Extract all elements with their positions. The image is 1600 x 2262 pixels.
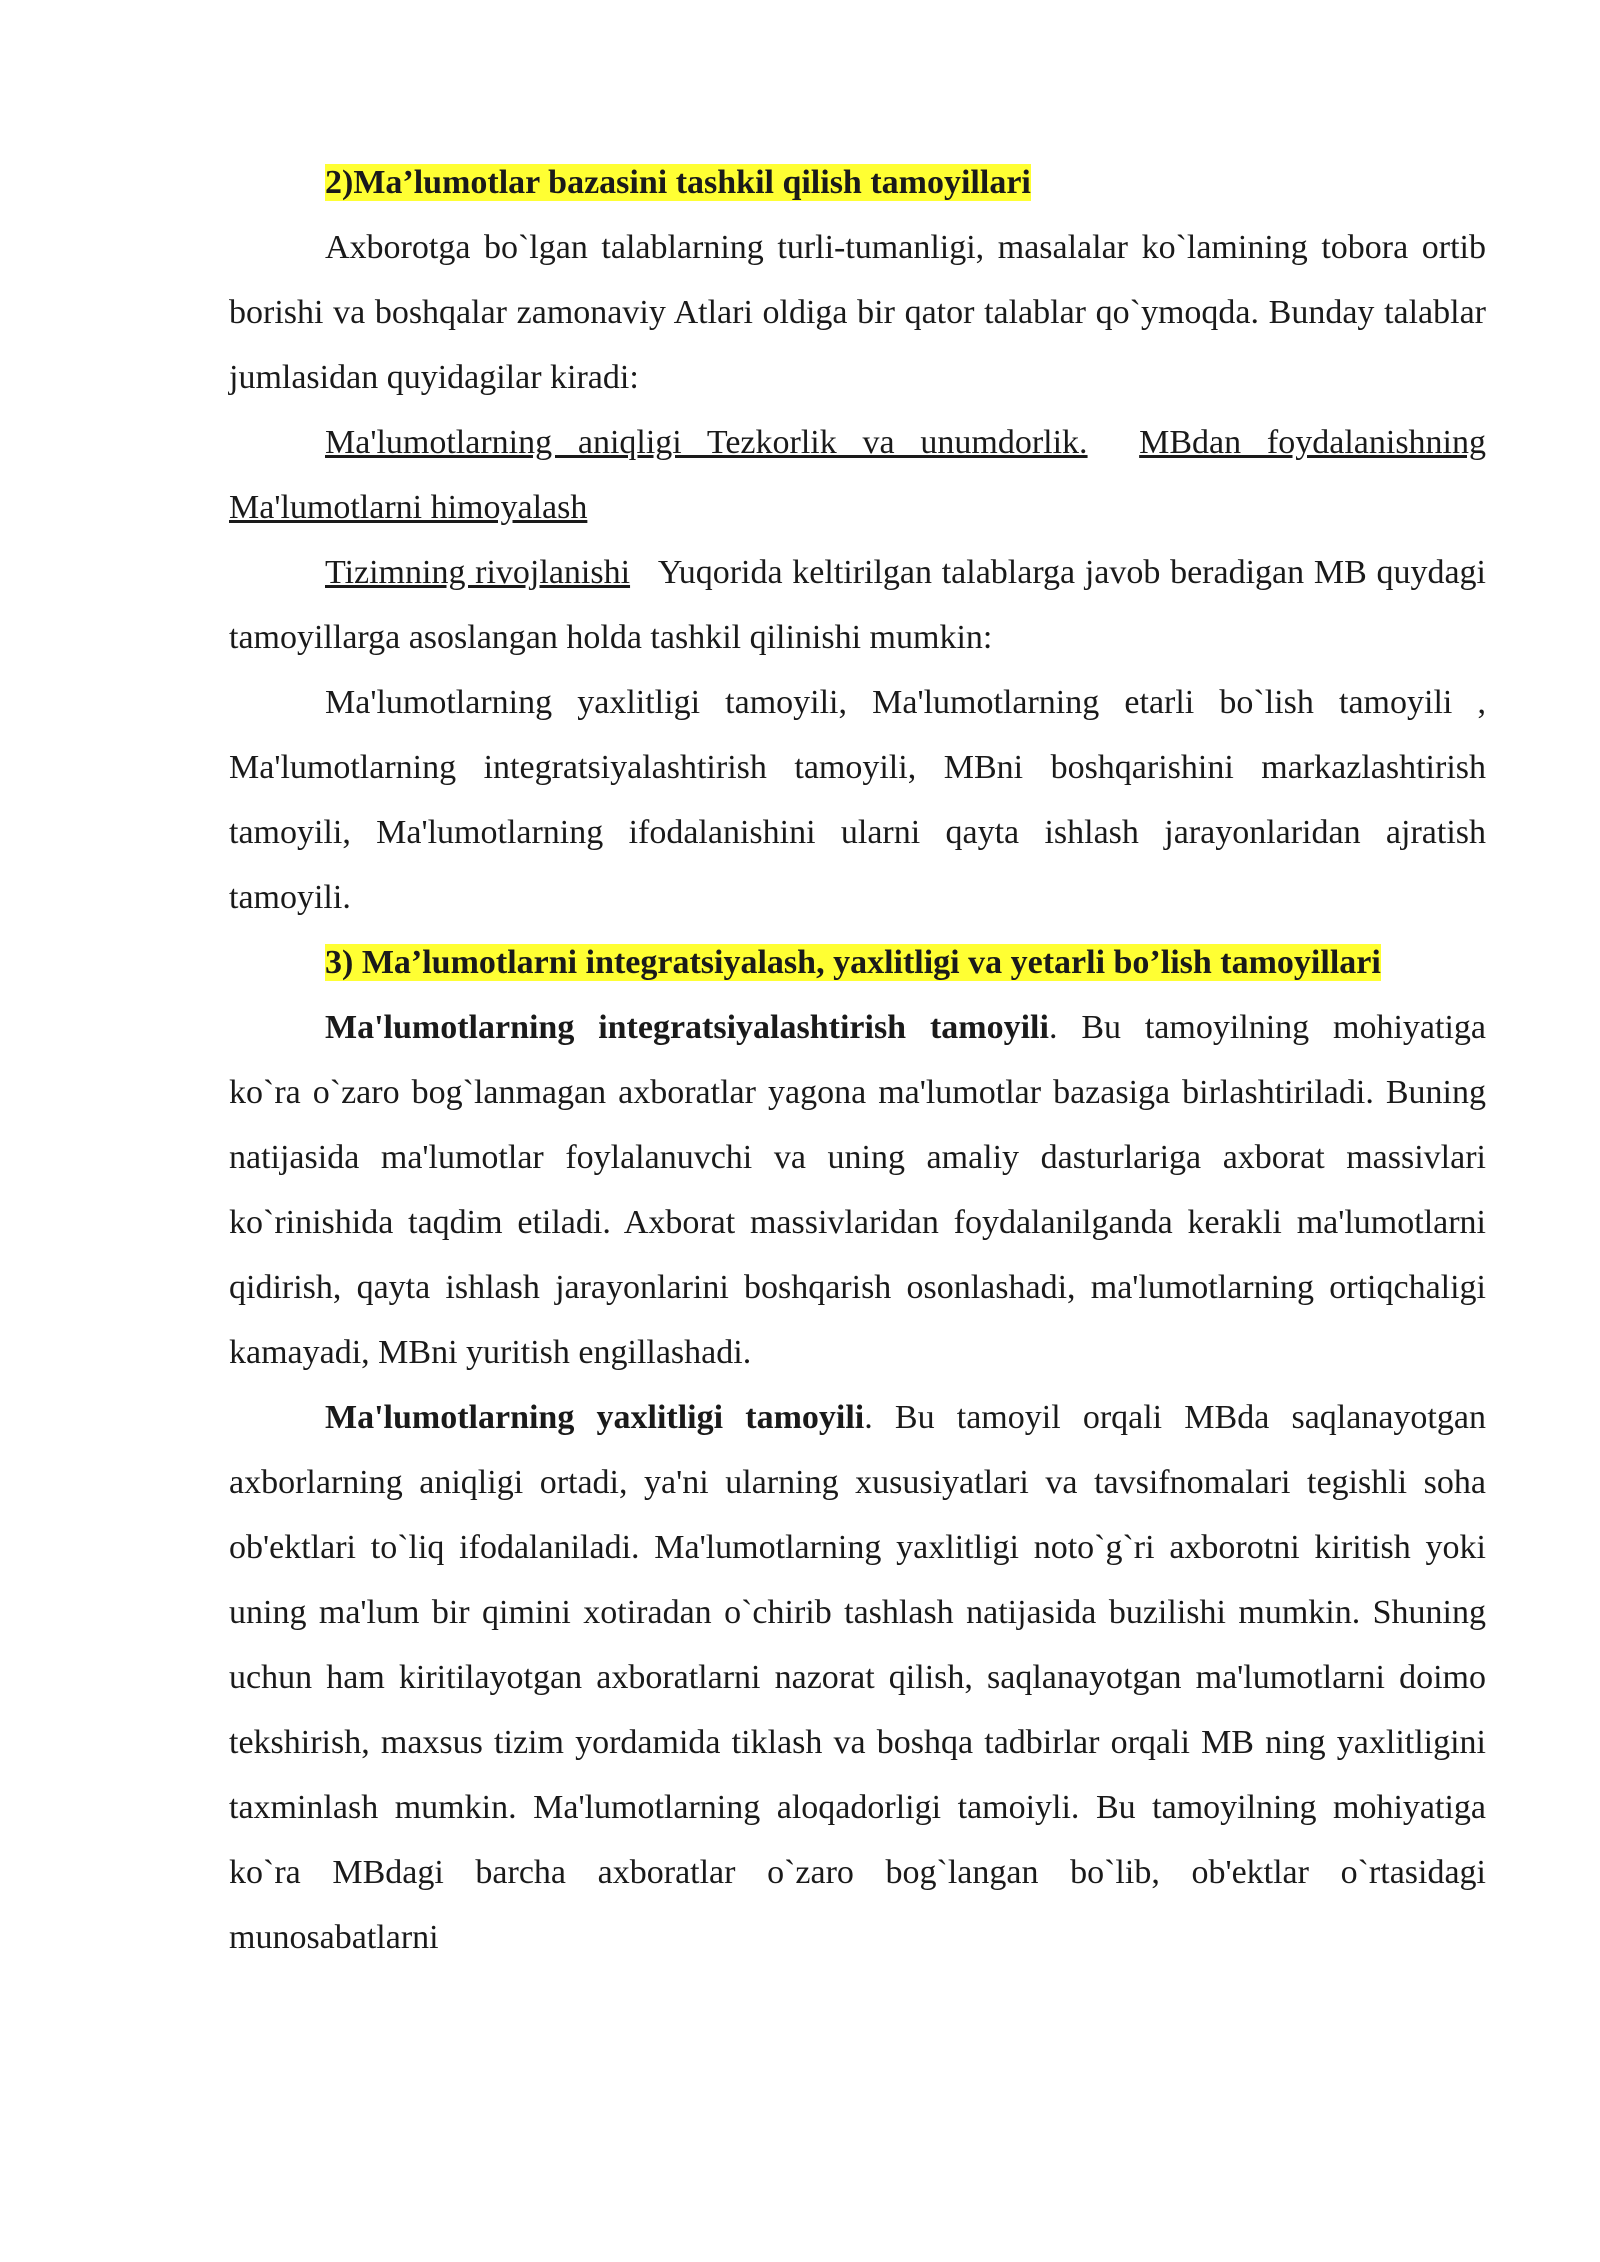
- paragraph-requirements-intro: Axborotga bo`lgan talablarning turli-tumanligi, masalalar ko`lamining tobora ortib borishi va boshqalar zamonaviy Atlari oldiga bir qator talablar qo`ymoqda. Bunday talablar jumlasidan quyidagilar kiradi:: [229, 229, 1486, 396]
- requirement-accuracy: Ma'lumotlarning aniqligi Tezkorlik va unumdorlik.: [325, 424, 1088, 461]
- paragraph-integrity: [229, 1385, 1486, 1970]
- document-page: [229, 150, 1486, 1970]
- paragraph-requirements-list: [229, 410, 1486, 540]
- paragraph-principles-list: Ma'lumotlarning yaxlitligi tamoyili, Ma'lumotlarning etarli bo`lish tamoyili , Ma'lumotlarning integratsiyalashtirish tamoyili, MBni boshqarishini markazlashtirish tamoyili, Ma'lumotlarning ifodalanishini ularni qayta ishlash jarayonlaridan ajratish tamoyili.: [229, 684, 1486, 916]
- requirement-protection: MBdan foydalanishning Ma'lumotlarni himoyalash: [229, 424, 1487, 526]
- section-heading-2: [229, 150, 1486, 215]
- integration-text: . Bu tamoyilning mohiyatiga ko`ra o`zaro bog`lanmagan axboratlar yagona ma'lumotlar bazasiga birlashtiriladi. Buning natijasida ma'lumotlar foylalanuvchi va uning amaliy dasturlariga axborat massivlari ko`rinishida taqdim etiladi. Axborat massivlaridan foydalanilganda kerakli ma'lumotlarni qidirish, qayta ishlash jarayonlarini boshqarish osonlashadi, ma'lumotlarning ortiqchaligi kamayadi, MBni yuritish engillashadi.: [229, 1009, 1487, 1371]
- development-text: Yuqorida keltirilgan talablarga javob beradigan MB quydagi tamoyillarga asoslangan holda tashkil qilinishi mumkin:: [229, 554, 1486, 656]
- integrity-text: . Bu tamoyil orqali MBda saqlanayotgan axborlarning aniqligi ortadi, ya'ni ularning xususiyatlari va tavsifnomalari tegishli soha ob'ektlari to`liq ifodalaniladi. Ma'lumotlarning yaxlitligi noto`g`ri axborotni kiritish yoki uning ma'lum bir qimini xotiradan o`chirib tashlash natijasida buzilishi mumkin. Shuning uchun ham kiritilayotgan axboratlarni nazorat qilish, saqlanayotgan ma'lumotlarni doimo tekshirish, maxsus tizim yordamida tiklash va boshqa tadbirlar orqali MB ning yaxlitligini taxminlash mumkin. Ma'lumotlarning aloqadorligi tamoiyli. Bu tamoyilning mohiyatiga ko`ra MBdagi barcha axboratlar o`zaro bog`langan bo`lib, ob'ektlar o`rtasidagi munosabatlarni: [229, 1399, 1486, 1956]
- heading-2-text: 2)Ma’lumotlar bazasini tashkil qilish tamoyillari: [325, 164, 1031, 201]
- section-heading-3: [229, 930, 1486, 995]
- paragraph-development: [229, 540, 1486, 670]
- integration-title: Ma'lumotlarning integratsiyalashtirish tamoyili: [325, 1009, 1049, 1046]
- paragraph-integration: [229, 995, 1486, 1385]
- requirement-development: Tizimning rivojlanishi: [325, 554, 631, 591]
- heading-3-text: 3) Ma’lumotlarni integratsiyalash, yaxlitligi va yetarli bo’lish tamoyillari: [325, 944, 1381, 981]
- integrity-title: Ma'lumotlarning yaxlitligi tamoyili: [325, 1399, 865, 1436]
